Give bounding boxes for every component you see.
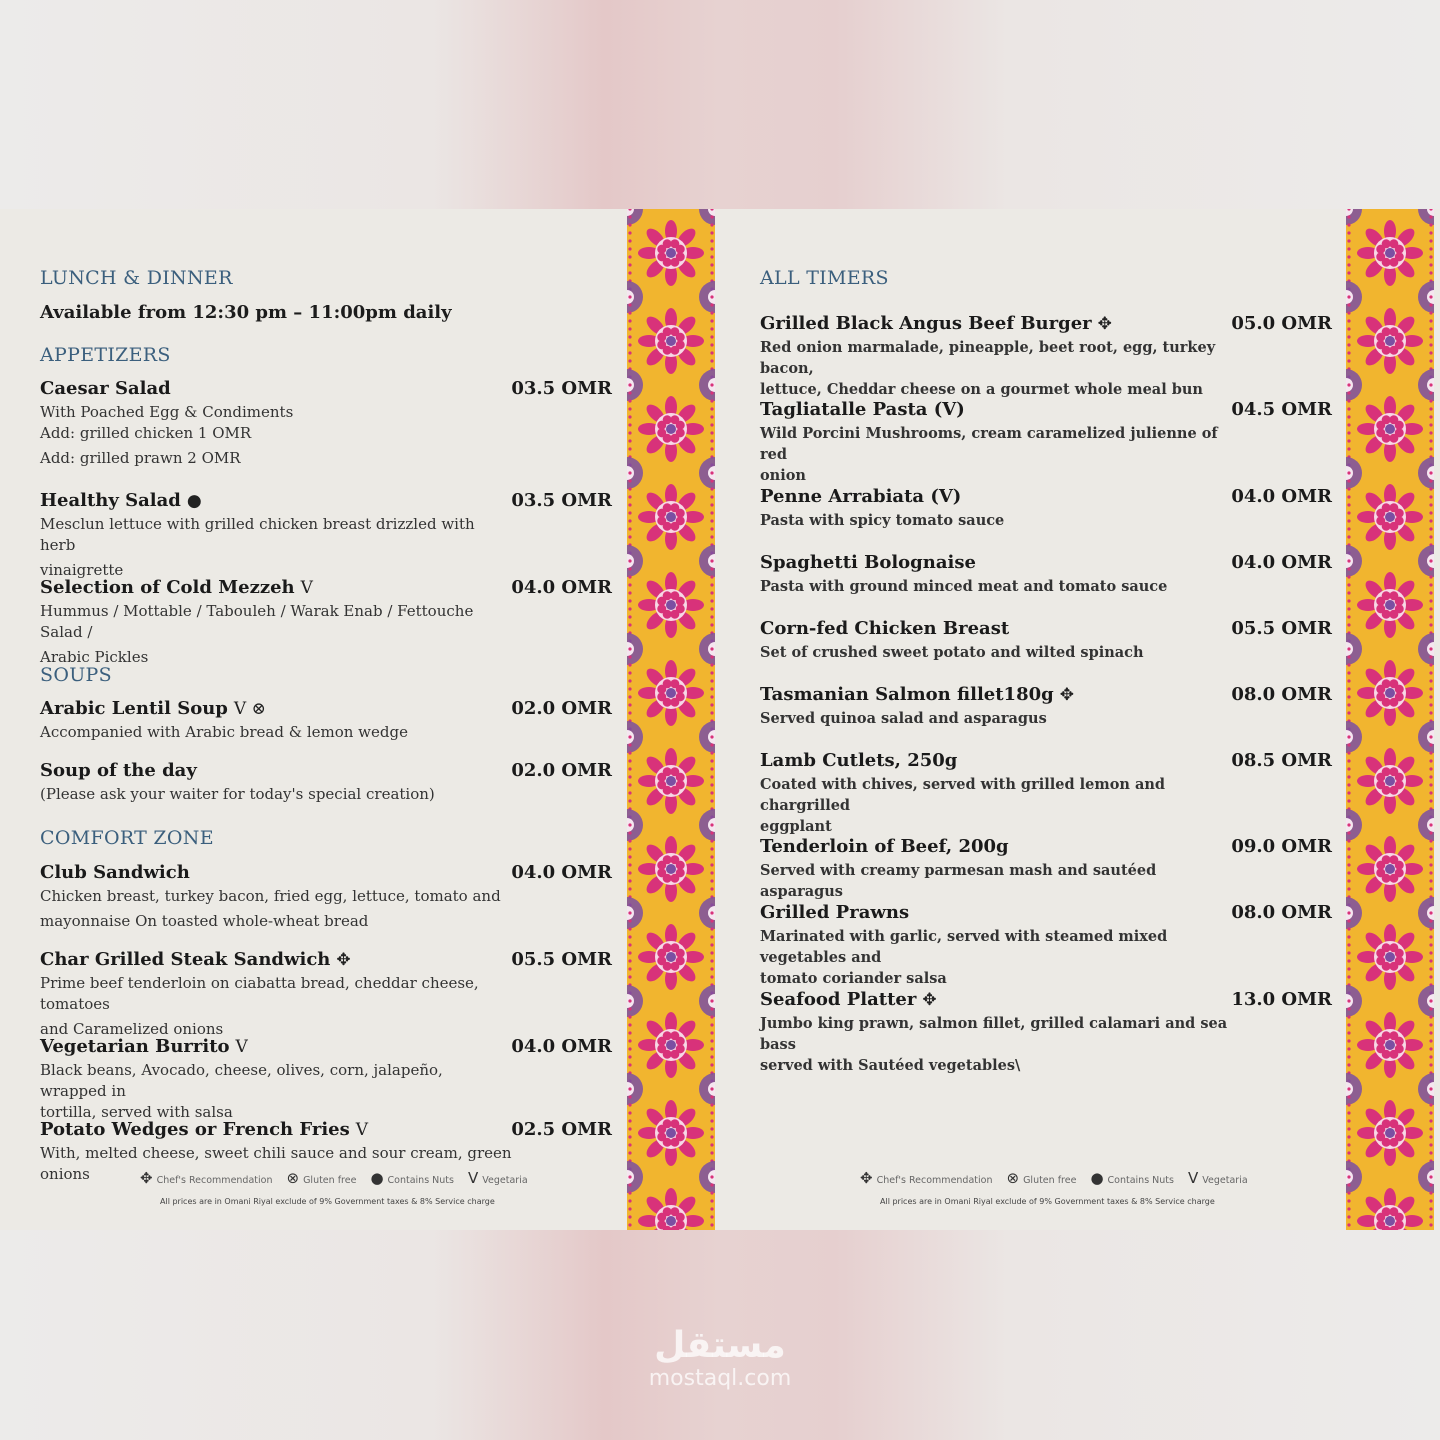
price-footnote: All prices are in Omani Riyal exclude of 9% Government taxes & 8% Service charge <box>160 1197 495 1206</box>
item-name: Healthy Salad ● <box>40 490 202 511</box>
item-description: Mesclun lettuce with grilled chicken breast drizzled with herb vinaigrette <box>40 515 475 579</box>
arabesque-pattern <box>627 209 715 1230</box>
decorative-pattern-strip <box>627 209 715 1230</box>
item-name: Tenderloin of Beef, 200g <box>760 836 1009 857</box>
menu-item <box>40 577 620 668</box>
dietary-legend: ✥ Chef's Recommendation ⊗ Gluten free ● Contains Nuts V Vegetaria <box>860 1169 1248 1187</box>
item-price: 04.0 OMR <box>1231 552 1332 573</box>
menu-item <box>760 399 1340 486</box>
menu-item <box>40 490 620 581</box>
item-description: (Please ask your waiter for today's special creation) <box>40 785 435 803</box>
item-description: With Poached Egg & Condiments Add: grilled chicken 1 OMR Add: grilled prawn 2 OMR <box>40 403 294 467</box>
item-name: Club Sandwich <box>40 862 190 883</box>
dietary-legend: ✥ Chef's Recommendation ⊗ Gluten free ● Contains Nuts V Vegetaria <box>140 1169 528 1187</box>
menu-item <box>760 902 1340 989</box>
menu-item <box>760 618 1340 663</box>
arabesque-pattern <box>1346 209 1434 1230</box>
item-description: With, melted cheese, sweet chili sauce and sour cream, green onions <box>40 1144 512 1183</box>
vegetarian-icon: V <box>235 1037 248 1057</box>
chef-recommendation-icon: ✥ <box>140 1169 153 1187</box>
item-price: 04.0 OMR <box>511 862 612 883</box>
item-price: 09.0 OMR <box>1231 836 1332 857</box>
item-description: Red onion marmalade, pineapple, beet root, egg, turkey bacon, lettuce, Cheddar cheese on a gourmet whole meal bun <box>760 339 1216 398</box>
vegetarian-icon: V <box>355 1120 369 1140</box>
item-price: 03.5 OMR <box>511 490 612 511</box>
item-name: Tagliatalle Pasta (V) <box>760 399 965 420</box>
section-title-lunch-dinner: LUNCH & DINNER <box>40 267 233 289</box>
item-price: 03.5 OMR <box>511 378 612 399</box>
contains-nuts-icon: ● <box>186 491 202 511</box>
item-description: Set of crushed sweet potato and wilted spinach <box>760 644 1144 661</box>
item-description: Served with creamy parmesan mash and sautéed asparagus <box>760 862 1157 900</box>
item-name: Char Grilled Steak Sandwich ✥ <box>40 949 351 970</box>
item-description: Coated with chives, served with grilled lemon and chargrilled eggplant <box>760 776 1166 835</box>
contains-nuts-icon: ● <box>370 1169 384 1187</box>
section-title-soups: SOUPS <box>40 664 112 686</box>
menu-item <box>40 862 620 932</box>
menu-item <box>760 750 1340 837</box>
item-price: 02.0 OMR <box>511 698 612 719</box>
gluten-free-icon: ⊗ <box>286 1169 300 1187</box>
contains-nuts-icon: ● <box>1090 1169 1104 1187</box>
vegetarian-gluten-free-icon: V ⊗ <box>233 699 266 719</box>
vegetarian-icon: V <box>1187 1169 1199 1187</box>
section-title-comfort-zone: COMFORT ZONE <box>40 827 214 849</box>
menu-item <box>760 989 1340 1076</box>
item-name: Lamb Cutlets, 250g <box>760 750 958 771</box>
item-name: Spaghetti Bolognaise <box>760 552 976 573</box>
item-name: Arabic Lentil Soup V ⊗ <box>40 698 266 719</box>
item-name: Vegetarian Burrito V <box>40 1036 248 1057</box>
watermark: مستقل mostaql.com <box>648 1325 792 1391</box>
menu-item <box>40 949 620 1040</box>
availability-text: Available from 12:30 pm – 11:00pm daily <box>40 302 452 323</box>
menu-page-left <box>0 209 720 1230</box>
item-description: Served quinoa salad and asparagus <box>760 710 1047 727</box>
item-price: 02.5 OMR <box>511 1119 612 1140</box>
item-price: 05.5 OMR <box>1231 618 1332 639</box>
menu-page-right <box>720 209 1440 1230</box>
menu-item <box>40 1036 620 1123</box>
chef-recommendation-icon: ✥ <box>922 990 937 1010</box>
item-name: Seafood Platter ✥ <box>760 989 937 1010</box>
gluten-free-icon: ⊗ <box>1006 1169 1020 1187</box>
item-price: 13.0 OMR <box>1231 989 1332 1010</box>
item-description: Pasta with ground minced meat and tomato sauce <box>760 578 1168 595</box>
chef-recommendation-icon: ✥ <box>860 1169 873 1187</box>
vegetarian-icon: V <box>300 578 313 598</box>
chef-recommendation-icon: ✥ <box>336 950 351 970</box>
item-description: Chicken breast, turkey bacon, fried egg, lettuce, tomato and mayonnaise On toasted whole-wheat bread <box>40 887 501 930</box>
section-title-appetizers: APPETIZERS <box>40 344 171 366</box>
menu-item <box>40 698 620 743</box>
item-name: Soup of the day <box>40 760 197 781</box>
item-description: Hummus / Mottable / Tabouleh / Warak Enab / Fettouche Salad / Arabic Pickles <box>40 602 474 666</box>
item-description: Black beans, Avocado, cheese, olives, corn, jalapeño, wrapped in tortilla, served with salsa <box>40 1061 443 1121</box>
item-name: Selection of Cold Mezzeh V <box>40 577 313 598</box>
item-name: Penne Arrabiata (V) <box>760 486 962 507</box>
item-description: Jumbo king prawn, salmon fillet, grilled calamari and sea bass served with Sautéed vegetables\ <box>760 1015 1228 1074</box>
item-description: Accompanied with Arabic bread & lemon wedge <box>40 723 408 741</box>
background-blur-top <box>0 0 1440 210</box>
menu-item <box>760 486 1340 531</box>
item-price: 08.5 OMR <box>1231 750 1332 771</box>
chef-recommendation-icon: ✥ <box>1097 314 1112 334</box>
menu-item <box>40 760 620 805</box>
decorative-pattern-strip <box>1346 209 1434 1230</box>
item-description: Prime beef tenderloin on ciabatta bread, cheddar cheese, tomatoes and Caramelized onions <box>40 974 479 1038</box>
menu-item <box>40 378 620 469</box>
item-name: Corn-fed Chicken Breast <box>760 618 1010 639</box>
item-name: Caesar Salad <box>40 378 171 399</box>
menu-item <box>760 836 1340 902</box>
item-price: 02.0 OMR <box>511 760 612 781</box>
price-footnote: All prices are in Omani Riyal exclude of 9% Government taxes & 8% Service charge <box>880 1197 1215 1206</box>
item-name: Tasmanian Salmon fillet180g ✥ <box>760 684 1074 705</box>
item-description: Marinated with garlic, served with steamed mixed vegetables and tomato coriander salsa <box>760 928 1168 987</box>
item-price: 04.5 OMR <box>1231 399 1332 420</box>
item-description: Pasta with spicy tomato sauce <box>760 512 1005 529</box>
item-price: 05.5 OMR <box>511 949 612 970</box>
menu-item <box>760 552 1340 597</box>
chef-recommendation-icon: ✥ <box>1059 685 1074 705</box>
item-price: 04.0 OMR <box>511 1036 612 1057</box>
item-name: Potato Wedges or French Fries V <box>40 1119 369 1140</box>
item-price: 04.0 OMR <box>511 577 612 598</box>
item-price: 05.0 OMR <box>1231 313 1332 334</box>
item-name: Grilled Black Angus Beef Burger ✥ <box>760 313 1112 334</box>
item-price: 08.0 OMR <box>1231 684 1332 705</box>
vegetarian-icon: V <box>467 1169 479 1187</box>
item-price: 08.0 OMR <box>1231 902 1332 923</box>
item-description: Wild Porcini Mushrooms, cream caramelized julienne of red onion <box>760 425 1218 484</box>
menu-item <box>760 684 1340 729</box>
item-price: 04.0 OMR <box>1231 486 1332 507</box>
item-name: Grilled Prawns <box>760 902 910 923</box>
section-title-all-timers: ALL TIMERS <box>760 267 889 289</box>
menu-item <box>760 313 1340 400</box>
